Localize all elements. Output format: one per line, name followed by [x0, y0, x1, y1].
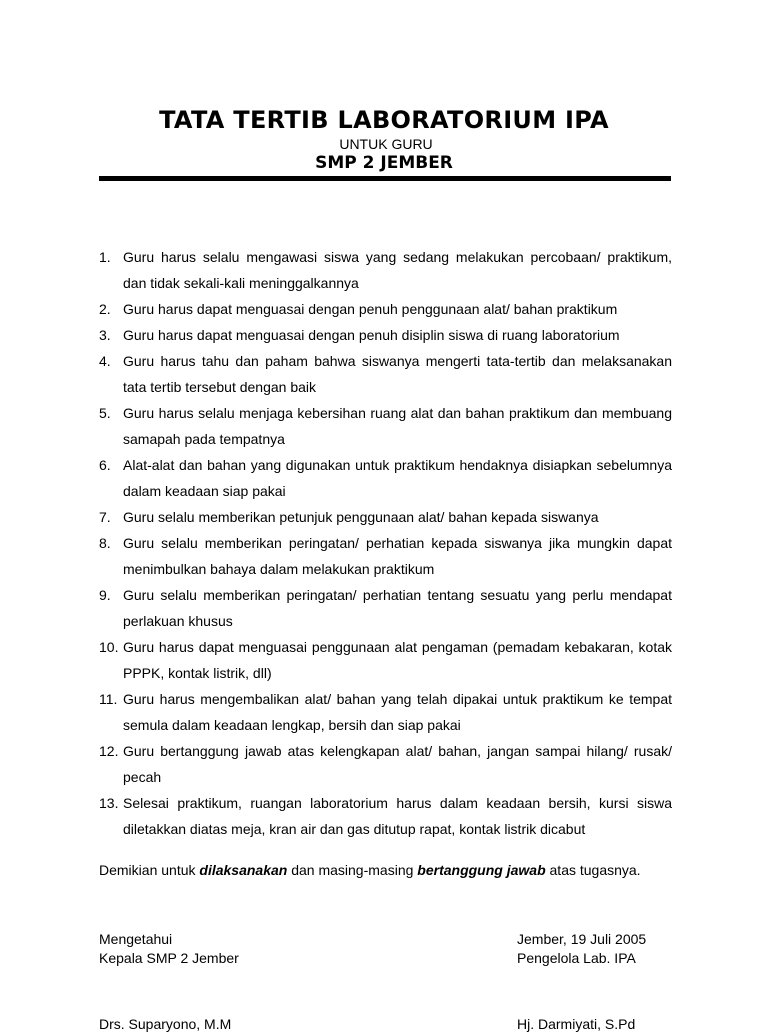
- rule-text: Guru harus mengembalikan alat/ bahan yang telah dipakai untuk praktikum ke tempat semula dalam keadaan lengkap, bersih dan siap pakai: [123, 691, 672, 733]
- place-date: Jember, 19 Juli 2005: [517, 931, 647, 947]
- rule-item: [99, 322, 672, 348]
- rule-number: 5.: [99, 405, 111, 421]
- rule-number: 12.: [99, 743, 119, 759]
- rule-text: Guru selalu memberikan petunjuk penggunaan alat/ bahan kepada siswanya: [123, 509, 599, 525]
- rule-number: 8.: [99, 535, 111, 551]
- rule-item: [99, 530, 672, 582]
- title-divider: [99, 176, 671, 181]
- rule-number: 4.: [99, 353, 111, 369]
- rule-text: Guru harus dapat menguasai penggunaan alat pengaman (pemadam kebakaran, kotak PPPK, kontak listrik, dll): [123, 639, 672, 681]
- rule-number: 11.: [99, 691, 118, 707]
- document-subtitle: UNTUK GURU: [339, 136, 433, 152]
- school-name: SMP 2 JEMBER: [315, 153, 453, 173]
- rule-item: [99, 452, 672, 504]
- rule-text: Selesai praktikum, ruangan laboratorium harus dalam keadaan bersih, kursi siswa diletakkan diatas meja, kran air dan gas ditutup rapat, kontak listrik dicabut: [123, 795, 672, 837]
- lab-manager-title: Pengelola Lab. IPA: [517, 950, 636, 966]
- rule-item: [99, 244, 672, 296]
- signature-block-right: [517, 930, 646, 968]
- closing-text: dan masing-masing: [287, 862, 418, 878]
- rule-item: [99, 790, 672, 842]
- rule-number: 1.: [99, 249, 111, 265]
- closing-text: atas tugasnya.: [545, 862, 641, 878]
- headmaster-name: Drs. Suparyono, M.M: [99, 1016, 232, 1032]
- rules-list: [99, 244, 672, 842]
- rule-text: Guru harus dapat menguasai dengan penuh penggunaan alat/ bahan praktikum: [123, 301, 618, 317]
- rule-number: 3.: [99, 327, 111, 343]
- rule-text: Alat-alat dan bahan yang digunakan untuk praktikum hendaknya disiapkan sebelumnya dalam keadaan siap pakai: [123, 457, 672, 499]
- rule-item: [99, 348, 672, 400]
- closing-emphasis: dilaksanakan: [199, 862, 288, 878]
- closing-emphasis: bertanggung jawab: [417, 862, 546, 878]
- rule-text: Guru selalu memberikan peringatan/ perhatian tentang sesuatu yang perlu mendapat perlakuan khusus: [123, 587, 672, 629]
- rule-text: Guru harus tahu dan paham bahwa siswanya mengerti tata-tertib dan melaksanakan tata tertib tersebut dengan baik: [123, 353, 672, 395]
- closing-paragraph: [99, 857, 672, 884]
- rule-text: Guru harus dapat menguasai dengan penuh disiplin siswa di ruang laboratorium: [123, 327, 620, 343]
- rule-item: [99, 738, 672, 790]
- rule-number: 9.: [99, 587, 111, 603]
- document-title: TATA TERTIB LABORATORIUM IPA: [159, 106, 609, 134]
- closing-text: Demikian untuk: [99, 862, 200, 878]
- rule-text: Guru selalu memberikan peringatan/ perhatian kepada siswanya jika mungkin dapat menimbulkan bahaya dalam melakukan praktikum: [123, 535, 672, 577]
- rule-item: [99, 296, 672, 322]
- signature-block-left: [99, 930, 239, 968]
- rule-number: 6.: [99, 457, 111, 473]
- rule-item: [99, 634, 672, 686]
- rule-item: [99, 504, 672, 530]
- rule-text: Guru bertanggung jawab atas kelengkapan alat/ bahan, jangan sampai hilang/ rusak/ pecah: [123, 743, 672, 785]
- rule-text: Guru harus selalu mengawasi siswa yang sedang melakukan percobaan/ praktikum, dan tidak sekali-kali meninggalkannya: [123, 249, 672, 291]
- rule-item: [99, 582, 672, 634]
- lab-manager-name: Hj. Darmiyati, S.Pd: [517, 1016, 636, 1032]
- rule-item: [99, 686, 672, 738]
- rule-item: [99, 400, 672, 452]
- acknowledge-label: Mengetahui: [99, 931, 173, 947]
- rule-text: Guru harus selalu menjaga kebersihan ruang alat dan bahan praktikum dan membuang samapah pada tempatnya: [123, 405, 672, 447]
- headmaster-title: Kepala SMP 2 Jember: [99, 950, 239, 966]
- rule-number: 10.: [99, 639, 119, 655]
- rule-number: 13.: [99, 795, 119, 811]
- rule-number: 2.: [99, 301, 111, 317]
- rule-number: 7.: [99, 509, 111, 525]
